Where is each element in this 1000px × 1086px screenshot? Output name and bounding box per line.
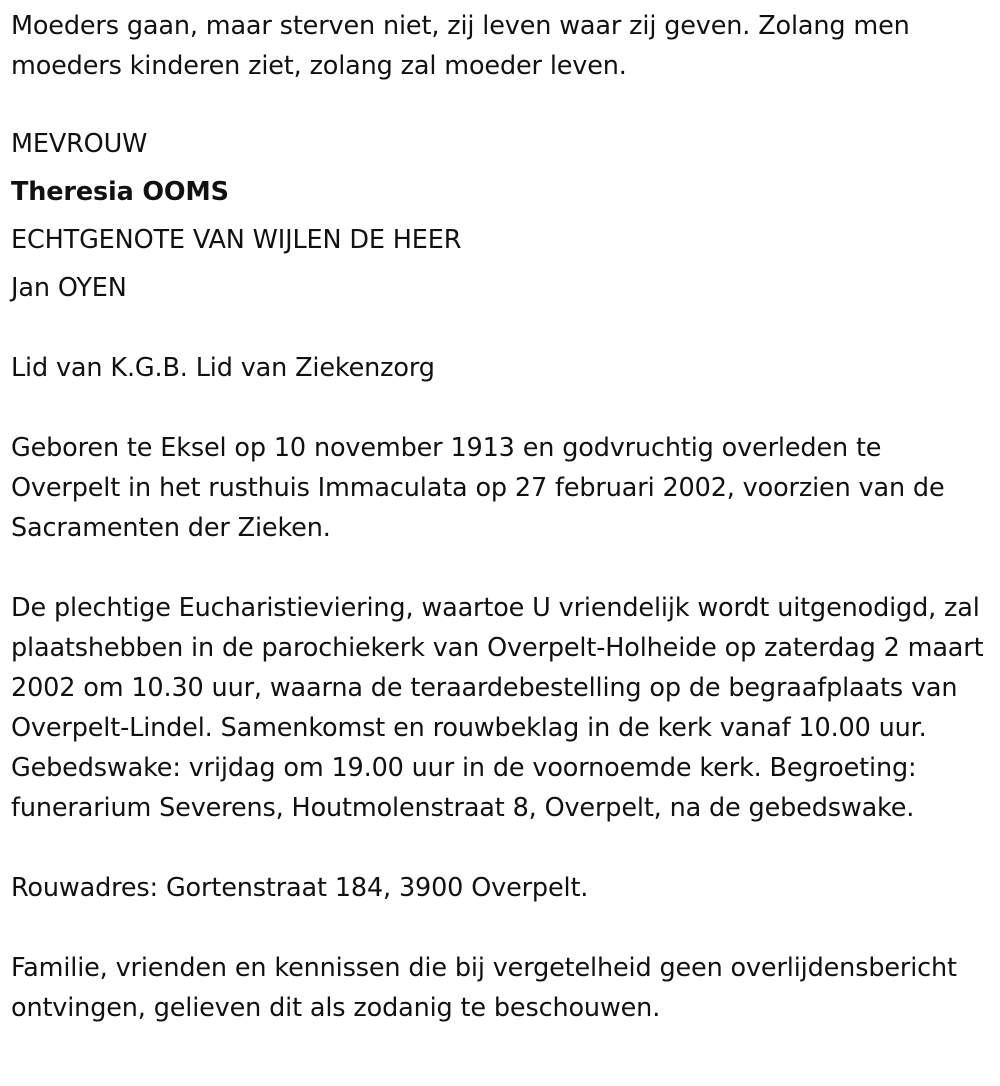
closing-note: Familie, vrienden en kennissen die bij vergetelheid geen overlijdensbericht ontvingen, gelieven dit als zodanig te beschouwen. [11,953,957,1023]
birth-death-details: Geboren te Eksel op 10 november 1913 en godvruchtig overleden te Overpelt in het rusthuis Immaculata op 27 februari 2002, voorzien van de Sacramenten der Zieken. [11,433,945,543]
memorial-quote: Moeders gaan, maar sterven niet, zij leven waar zij geven. Zolang men moeders kinderen ziet, zolang zal moeder leven. [11,11,910,81]
spouse-name: Jan OYEN [11,273,127,303]
deceased-name: Theresia OOMS [11,177,229,207]
mourning-address: Rouwadres: Gortenstraat 184, 3900 Overpelt. [11,873,589,903]
deceased-heading [11,124,990,308]
memberships: Lid van K.G.B. Lid van Ziekenzorg [11,353,435,383]
ceremony-details: De plechtige Eucharistieviering, waartoe U vriendelijk wordt uitgenodigd, zal plaatshebben in de parochiekerk van Overpelt-Holheide op zaterdag 2 maart 2002 om 10.30 uur, waarna de teraardebestelling op de begraafplaats van Overpelt-Lindel. Samenkomst en rouwbeklag in de kerk vanaf 10.00 uur. Gebedswake: vrijdag om 19.00 uur in de voornoemde kerk. Begroeting: funerarium Severens, Houtmolenstraat 8, Overpelt, na de gebedswake. [11,593,984,823]
spouse-line: ECHTGENOTE VAN WIJLEN DE HEER [11,225,462,255]
title-line: MEVROUW [11,129,148,159]
